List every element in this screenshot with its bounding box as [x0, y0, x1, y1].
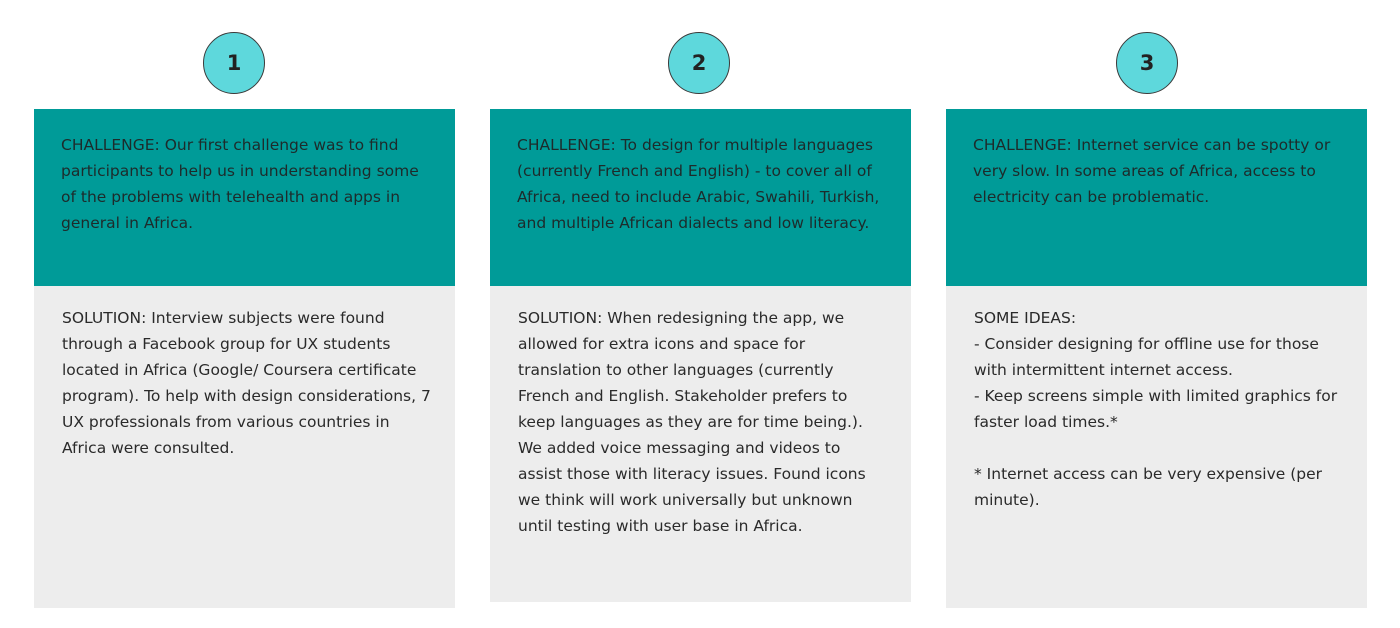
step-number-badge: 2: [668, 32, 730, 94]
challenge-text: CHALLENGE: Internet service can be spotty or very slow. In some areas of Africa, access to electricity can be problematic.: [973, 136, 1331, 206]
challenge-text: CHALLENGE: To design for multiple languages (currently French and English) - to cover all of Africa, need to include Arabic, Swahili, Turkish, and multiple African dialects and low literacy.: [517, 136, 880, 232]
footnote-text: * Internet access can be very expensive (per minute).: [974, 465, 1323, 509]
spacer: [974, 435, 1345, 461]
solution-box: [34, 286, 455, 608]
solution-text: SOLUTION: Interview subjects were found through a Facebook group for UX students located in Africa (Google/ Coursera certificate program). To help with design considerations, 7 UX professionals from various countries in Africa were consulted.: [62, 309, 431, 457]
challenge-box: [490, 109, 911, 286]
step-number-badge: 3: [1116, 32, 1178, 94]
challenge-box: [946, 109, 1367, 286]
solution-text: SOLUTION: When redesigning the app, we allowed for extra icons and space for translation to other languages (currently French and English. Stakeholder prefers to keep languages as they are for time being.). We added voice messaging and videos to assist those with literacy issues. Found icons we think will work universally but unknown until testing with user base in Africa.: [518, 309, 866, 535]
challenge-text: CHALLENGE: Our first challenge was to find participants to help us in understanding some of the problems with telehealth and apps in general in Africa.: [61, 136, 419, 232]
step-number-badge: 1: [203, 32, 265, 94]
challenge-box: [34, 109, 455, 286]
ideas-box: [946, 286, 1367, 608]
ideas-heading: SOME IDEAS:: [974, 309, 1077, 327]
idea-item: - Keep screens simple with limited graphics for faster load times.*: [974, 387, 1338, 431]
solution-box: [490, 286, 911, 602]
idea-item: - Consider designing for offline use for those with intermittent internet access.: [974, 335, 1319, 379]
